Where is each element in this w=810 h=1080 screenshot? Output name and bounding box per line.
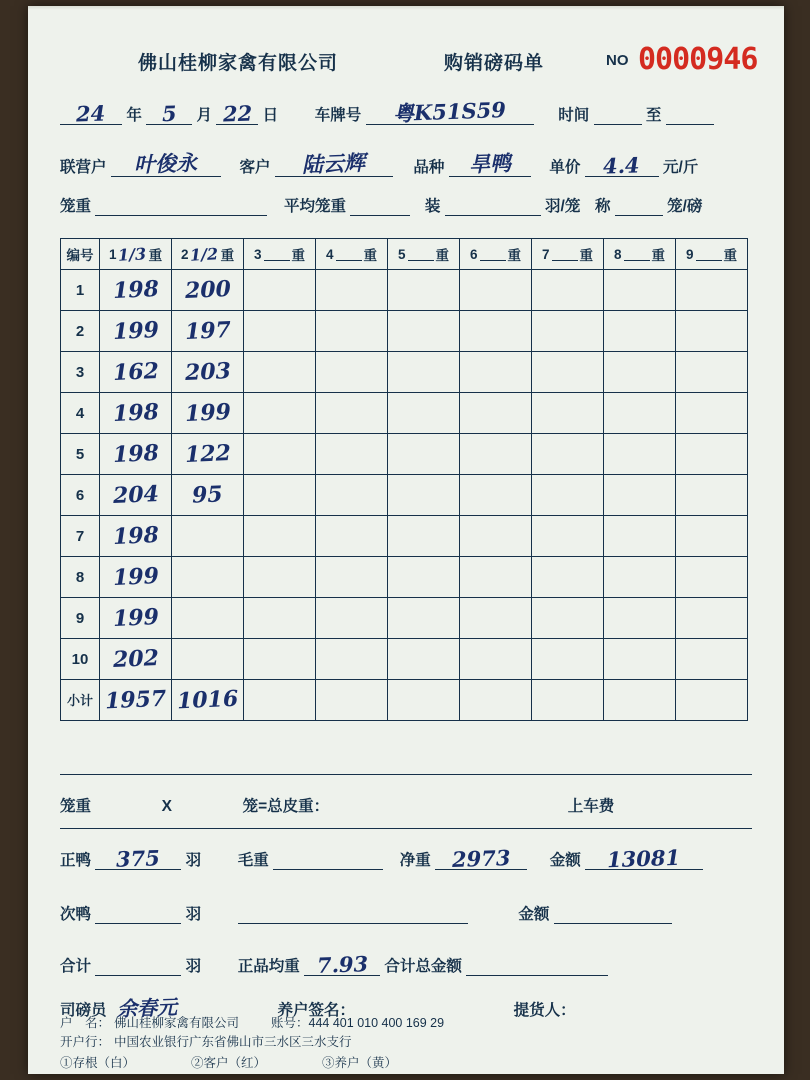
price-field[interactable] [585,151,659,177]
subtotal-1[interactable] [100,680,172,721]
grand-field[interactable] [466,957,608,976]
cell-4[interactable] [316,393,388,434]
serial-number: 0000946 [638,42,758,77]
cell-3[interactable] [244,311,316,352]
cell-4[interactable] [316,516,388,557]
cell-5[interactable] [388,434,460,475]
time-label: 时间 [558,107,590,124]
avg-label: 正品均重 [237,958,300,975]
cell-9[interactable] [676,393,748,434]
price-label: 单价 [549,159,581,176]
cell-3[interactable] [244,352,316,393]
net-label: 净重 [399,852,431,869]
cell-4[interactable] [316,311,388,352]
table-row [61,557,748,598]
cell-1[interactable] [100,270,172,311]
cell-value: 204 [111,481,160,509]
bank-row [60,1033,760,1052]
net-field[interactable] [435,844,527,873]
total-unit: 羽 [185,958,202,975]
cage-per-scale-label: 笼/磅 [667,198,703,215]
avg-cage-field[interactable] [350,197,410,216]
subtotal-4[interactable] [316,680,388,721]
cell-4[interactable] [316,639,388,680]
header-col-9-weight: 重 [723,248,737,263]
account-name-row [60,1014,760,1033]
cell-9[interactable] [676,557,748,598]
cell-6[interactable] [460,639,532,680]
row-index: 1 [61,270,100,311]
cell-1[interactable] [100,393,172,434]
good-duck-label: 正鸭 [60,852,92,869]
cell-2[interactable] [172,516,244,557]
second-amount-field[interactable] [554,905,672,924]
cell-1[interactable] [100,557,172,598]
joint-label: 联营户 [60,159,107,176]
avg-cage-label: 平均笼重 [283,198,346,215]
table-row [61,393,748,434]
good-duck-value: 375 [115,845,161,872]
receipt-header [46,42,766,78]
header-col-1-num: 1 [108,246,117,262]
year-unit: 年 [126,107,142,124]
cage-weight-label: 笼重 [60,198,92,215]
client-label: 客户 [239,159,271,176]
cell-4[interactable] [316,475,388,516]
company-name: 佛山桂柳家禽有限公司 [138,53,339,74]
cell-value: 199 [111,563,160,591]
cage-total-row [60,794,750,816]
table-row [61,352,748,393]
bank-value: 中国农业银行广东省佛山市三水区三水支行 [114,1034,352,1049]
multiply-sign: X [161,798,172,815]
header-col-8-num: 8 [613,246,622,262]
amount-field[interactable] [585,844,703,873]
cell-value: 198 [111,440,160,468]
farmer-label[interactable]: 养户签名： [277,1002,355,1019]
header-col-4-weight: 重 [363,248,377,263]
cell-6[interactable] [460,557,532,598]
cell-6[interactable] [460,434,532,475]
header-col-3 [244,239,316,270]
table-row [61,270,748,311]
cell-value: 198 [111,276,160,304]
header-index: 编号 [61,239,100,270]
cell-5[interactable] [388,639,460,680]
cell-9[interactable] [676,516,748,557]
cell-9[interactable] [676,598,748,639]
copy-legend [60,1054,760,1073]
cell-5[interactable] [388,270,460,311]
subtotal-5[interactable] [388,680,460,721]
cell-3[interactable] [244,475,316,516]
amount-label: 金额 [549,852,581,869]
year-field[interactable] [60,99,122,125]
cell-value: 202 [111,645,160,673]
row-index: 7 [61,516,100,557]
weigh-field[interactable] [615,197,663,216]
second-duck-unit: 羽 [185,906,202,923]
cell-8[interactable] [604,516,676,557]
copy-1: ①存根（白） [60,1055,136,1070]
cage-row [60,194,760,216]
good-duck-field[interactable] [95,844,181,870]
account-no-label: 账号： [271,1016,309,1030]
date-plate-time-row [60,94,760,125]
cell-value: 197 [183,317,232,345]
load-label: 装 [424,198,441,215]
cell-6[interactable] [460,311,532,352]
cell-2[interactable] [172,434,244,475]
table-row [61,639,748,680]
header-col-2-num: 2 [180,246,189,262]
gross-label: 毛重 [237,852,269,869]
cell-6[interactable] [460,598,532,639]
cage-weight-field[interactable] [95,197,267,216]
plate-field[interactable] [366,94,534,125]
account-name-value: 佛山桂柳家禽有限公司 [114,1016,240,1030]
grand-total-row [60,950,750,976]
grand-label: 合计总金额 [384,958,462,975]
price-unit: 元/斤 [663,159,699,176]
header-col-4-num: 4 [325,246,334,262]
header-col-8 [604,239,676,270]
party-row [60,146,760,177]
subtotal-7[interactable] [532,680,604,721]
year-value: 24 [75,100,107,127]
row-index: 5 [61,434,100,475]
cell-2[interactable] [172,311,244,352]
header-col-2-note: 1/2 [189,243,220,265]
cell-9[interactable] [676,352,748,393]
cell-6[interactable] [460,352,532,393]
cell-7[interactable] [532,393,604,434]
divider-2 [60,828,752,829]
cell-8[interactable] [604,475,676,516]
cell-2[interactable] [172,475,244,516]
month-value: 5 [161,100,177,127]
cell-2[interactable] [172,639,244,680]
cell-3[interactable] [244,639,316,680]
cell-1[interactable] [100,352,172,393]
cell-value: 198 [111,399,160,427]
cell-1[interactable] [100,434,172,475]
cell-1[interactable] [100,475,172,516]
cell-value: 203 [183,358,232,386]
good-duck-unit: 羽 [185,852,202,869]
cell-3[interactable] [244,516,316,557]
table-row [61,516,748,557]
weigher-value: 余春元 [116,994,178,1022]
copy-3: ③养户（黄） [322,1055,398,1070]
month-field[interactable] [146,99,192,125]
cell-value: 199 [183,399,232,427]
load-field[interactable] [445,197,541,216]
cell-5[interactable] [388,475,460,516]
cell-2[interactable] [172,270,244,311]
cell-1[interactable] [100,639,172,680]
cell-5[interactable] [388,311,460,352]
joint-field[interactable] [111,146,221,177]
cell-8[interactable] [604,557,676,598]
header-col-4 [316,239,388,270]
second-amount-label: 金额 [518,906,550,923]
cell-7[interactable] [532,434,604,475]
cell-7[interactable] [532,598,604,639]
cell-7[interactable] [532,516,604,557]
cell-1[interactable] [100,311,172,352]
cell-5[interactable] [388,557,460,598]
cell-value: 95 [191,481,224,509]
cell-8[interactable] [604,639,676,680]
cell-6[interactable] [460,393,532,434]
divider-1 [60,774,752,775]
cell-5[interactable] [388,516,460,557]
subtotal-label: 小计 [61,680,100,721]
second-duck-field[interactable] [95,905,181,924]
subtotal-8[interactable] [604,680,676,721]
document-title: 购销磅码单 [444,53,545,74]
footer-block [60,1014,760,1072]
cell-2[interactable] [172,352,244,393]
table-header-row [61,239,748,270]
table-row [61,598,748,639]
cell-7[interactable] [532,639,604,680]
cell-4[interactable] [316,434,388,475]
cell-1[interactable] [100,516,172,557]
total-label: 合计 [60,958,92,975]
cell-value: 162 [111,358,160,386]
subtotal-6[interactable] [460,680,532,721]
joint-value: 叶俊永 [133,149,198,178]
account-no-value: 444 401 010 400 169 29 [308,1016,445,1030]
time-to-label: 至 [645,107,662,124]
cell-3[interactable] [244,270,316,311]
cell-value: 200 [183,276,232,304]
table-row [61,311,748,352]
header-col-7 [532,239,604,270]
time-from-field[interactable] [594,106,642,125]
cell-7[interactable] [532,311,604,352]
loading-fee-label: 上车费 [567,798,615,815]
cell-value: 122 [183,440,232,468]
cell-1[interactable] [100,598,172,639]
cell-4[interactable] [316,352,388,393]
cell-8[interactable] [604,393,676,434]
cell-2[interactable] [172,557,244,598]
receipt-content [28,6,784,1074]
row-index: 8 [61,557,100,598]
cell-9[interactable] [676,311,748,352]
cell-3[interactable] [244,434,316,475]
cell-7[interactable] [532,475,604,516]
table-row [61,434,748,475]
cell-8[interactable] [604,598,676,639]
row-index: 2 [61,311,100,352]
per-cage-label: 羽/笼 [545,198,581,215]
cage-weight-label-2: 笼重 [60,798,92,815]
weigh-label: 称 [594,198,611,215]
subtotal-3[interactable] [244,680,316,721]
cell-8[interactable] [604,352,676,393]
client-value: 陆云辉 [301,149,366,178]
header-col-9 [676,239,748,270]
cell-5[interactable] [388,598,460,639]
cell-value: 199 [111,317,160,345]
cell-8[interactable] [604,434,676,475]
cell-7[interactable] [532,270,604,311]
second-duck-label: 次鸭 [60,906,92,923]
breed-field[interactable] [449,146,531,177]
header-col-2-weight: 重 [220,248,235,263]
net-value: 2973 [451,844,511,873]
client-field[interactable] [275,146,393,177]
cell-6[interactable] [460,516,532,557]
header-col-6-num: 6 [469,246,478,262]
account-name-label: 户 名： [60,1016,111,1030]
cell-value: 1957 [104,685,167,715]
amount-value: 13081 [607,844,681,873]
cell-3[interactable] [244,393,316,434]
serial-label: NO [606,52,629,69]
header-col-1-weight: 重 [148,248,163,263]
header-col-2 [172,239,244,270]
cell-9[interactable] [676,270,748,311]
cell-7[interactable] [532,557,604,598]
cell-3[interactable] [244,598,316,639]
row-index: 4 [61,393,100,434]
cell-4[interactable] [316,557,388,598]
price-value: 4.4 [602,152,641,179]
receipt-paper [28,6,784,1074]
cell-5[interactable] [388,352,460,393]
header-col-7-weight: 重 [579,248,593,263]
day-value: 22 [222,100,253,127]
table-subtotal-row [61,680,748,721]
gross-field[interactable] [273,851,383,870]
breed-label: 品种 [413,159,445,176]
header-col-8-weight: 重 [651,248,665,263]
header-col-5 [388,239,460,270]
cell-9[interactable] [676,475,748,516]
header-col-1-note: 1/3 [117,243,148,265]
avg-field[interactable] [304,950,380,976]
header-col-7-num: 7 [541,246,550,262]
cell-value: 199 [111,604,160,632]
table-row [61,475,748,516]
row-index: 6 [61,475,100,516]
cell-6[interactable] [460,270,532,311]
subtotal-9[interactable] [676,680,748,721]
cell-2[interactable] [172,598,244,639]
header-col-3-weight: 重 [291,248,305,263]
cell-8[interactable] [604,311,676,352]
cell-7[interactable] [532,352,604,393]
time-to-field[interactable] [666,106,714,125]
plate-value: 粤K51S59 [392,97,507,126]
subtotal-2[interactable] [172,680,244,721]
month-unit: 月 [196,107,212,124]
header-col-9-num: 9 [685,246,694,262]
cell-9[interactable] [676,639,748,680]
bank-label: 开户行： [60,1034,111,1049]
cage-total-label: 笼=总皮重： [242,798,330,815]
row-index: 10 [61,639,100,680]
total-field[interactable] [95,957,181,976]
cell-value: 198 [111,522,160,550]
header-col-3-num: 3 [253,246,262,262]
second-blank-field[interactable] [238,905,468,924]
good-duck-row [60,844,750,873]
header-col-6 [460,239,532,270]
cell-8[interactable] [604,270,676,311]
cell-6[interactable] [460,475,532,516]
row-index: 3 [61,352,100,393]
cell-4[interactable] [316,270,388,311]
weight-table [60,238,748,721]
receiver-label[interactable]: 提货人： [513,1002,576,1019]
cell-3[interactable] [244,557,316,598]
avg-value: 7.93 [316,951,369,978]
cell-9[interactable] [676,434,748,475]
header-col-6-weight: 重 [507,248,521,263]
header-col-1 [100,239,172,270]
day-field[interactable] [216,99,258,125]
cell-4[interactable] [316,598,388,639]
breed-value: 旱鸭 [468,150,512,177]
row-index: 9 [61,598,100,639]
header-col-5-weight: 重 [435,248,449,263]
second-duck-row [60,902,750,924]
cell-value: 1016 [176,685,239,715]
cell-5[interactable] [388,393,460,434]
header-col-5-num: 5 [397,246,406,262]
weigher-label: 司磅员 [60,1002,107,1019]
cell-2[interactable] [172,393,244,434]
plate-label: 车牌号 [314,107,362,124]
day-unit: 日 [262,107,279,124]
copy-2: ②客户（红） [191,1055,267,1070]
